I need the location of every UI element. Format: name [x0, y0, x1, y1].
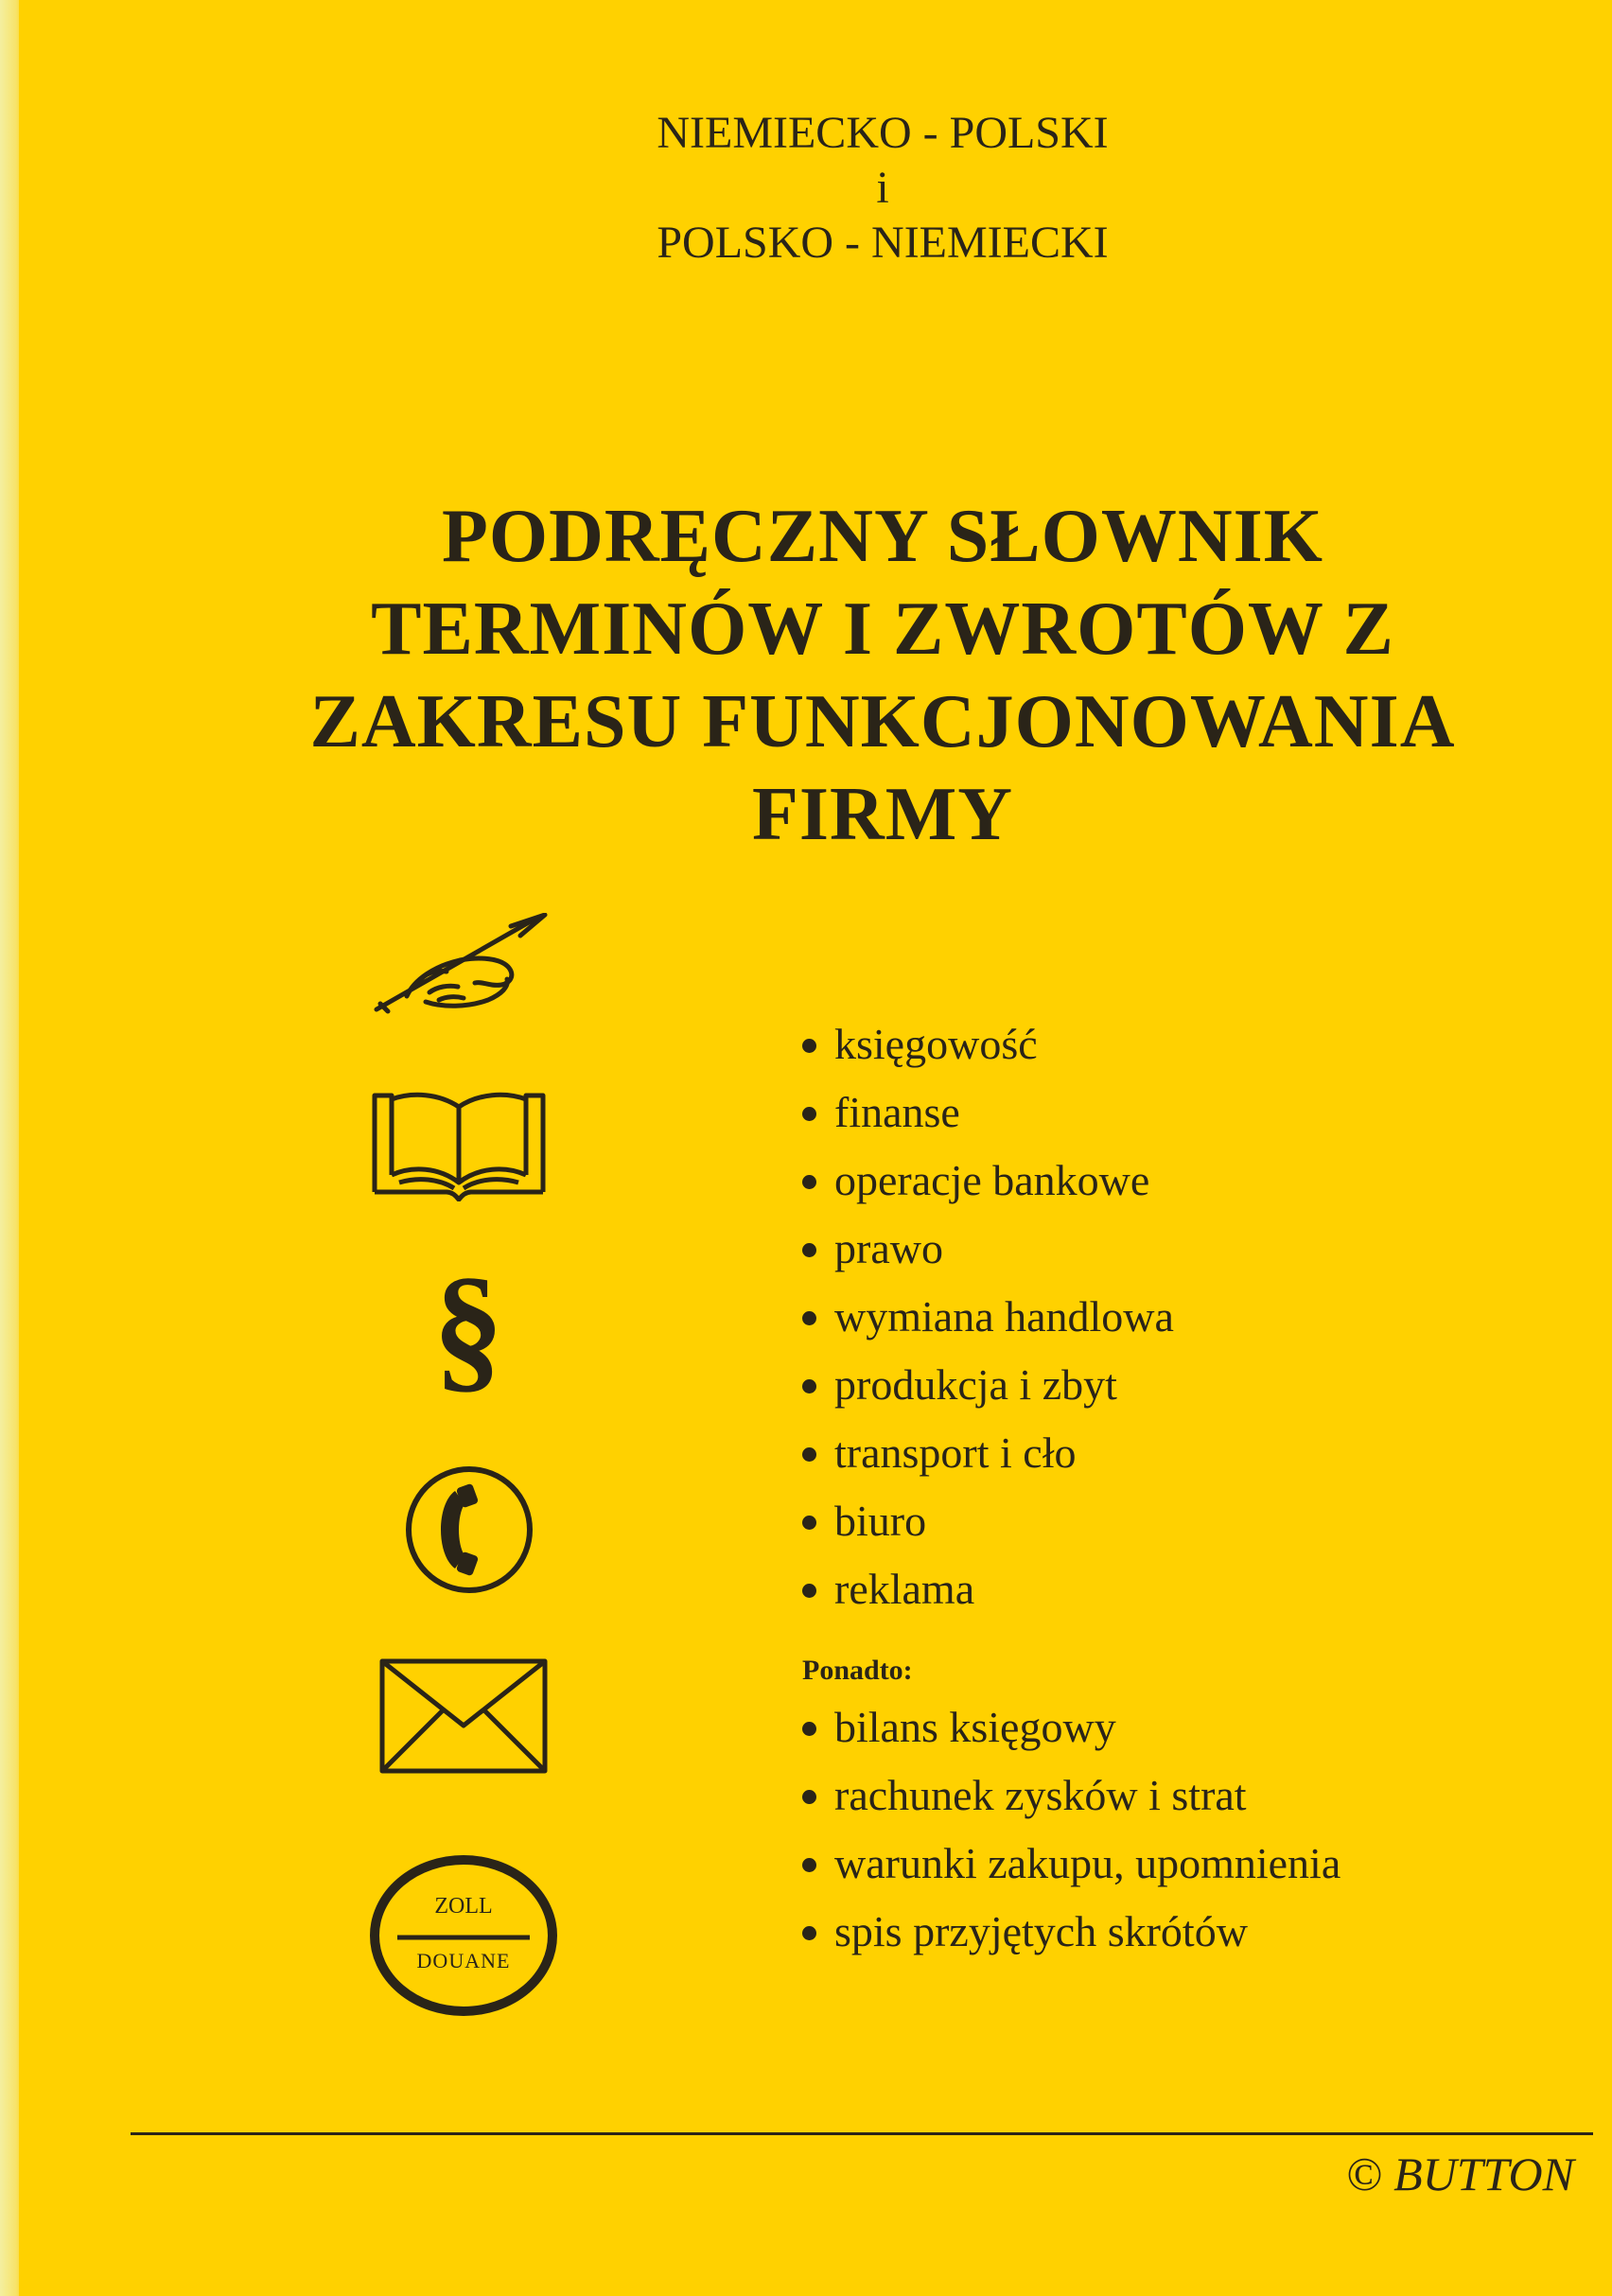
topic-item: transport i cło [802, 1419, 1578, 1487]
extra-item: rachunek zysków i strat [802, 1761, 1578, 1830]
topic-item: reklama [802, 1555, 1578, 1623]
extra-item: bilans księgowy [802, 1693, 1578, 1761]
extra-item: spis przyjętych skrótów [802, 1898, 1578, 1966]
topic-item: operacje bankowe [802, 1147, 1578, 1215]
section-sign-icon: § [432, 1249, 504, 1406]
book-title [19, 490, 1612, 861]
topic-list [802, 1010, 1578, 1966]
bullet-icon [802, 1039, 816, 1053]
title-line-1: PODRĘCZNY SŁOWNIK [442, 495, 1323, 578]
bullet-icon [802, 1311, 816, 1325]
book-cover [19, 0, 1612, 2296]
writing-hand-icon [369, 913, 549, 1017]
bullet-icon [802, 1107, 816, 1121]
topic-item: produkcja i zbyt [802, 1351, 1578, 1419]
bullet-icon [802, 1790, 816, 1804]
extras-heading: Ponadto: [802, 1655, 913, 1686]
customs-seal-bottom-text: DOUANE [416, 1949, 511, 1972]
title-line-2: TERMINÓW I ZWROTÓW Z [371, 587, 1394, 671]
topic-item: finanse [802, 1078, 1578, 1147]
open-book-icon [371, 1088, 547, 1201]
publisher-name: © BUTTON [1345, 2147, 1574, 2200]
bullet-icon [802, 1926, 816, 1940]
topic-item: wymiana handlowa [802, 1283, 1578, 1351]
language-line-2: i [876, 163, 889, 213]
title-line-4: FIRMY [751, 773, 1014, 856]
envelope-icon [378, 1657, 549, 1775]
topic-item: prawo [802, 1215, 1578, 1283]
bullet-icon [802, 1447, 816, 1462]
title-line-3: ZAKRESU FUNKCJONOWANIA [309, 680, 1456, 763]
customs-seal-icon [367, 1854, 560, 2017]
bullet-icon [802, 1858, 816, 1872]
bullet-icon [802, 1175, 816, 1189]
bullet-icon [802, 1243, 816, 1257]
language-line-3: POLSKO - NIEMIECKI [657, 218, 1109, 268]
extra-item: warunki zakupu, upomnienia [802, 1830, 1578, 1898]
bullet-icon [802, 1516, 816, 1530]
bullet-icon [802, 1722, 816, 1736]
bullet-icon [802, 1379, 816, 1393]
language-line-1: NIEMIECKO - POLSKI [657, 108, 1109, 158]
telephone-icon [402, 1463, 536, 1597]
customs-seal-top-text: ZOLL [434, 1894, 493, 1919]
language-pair [19, 106, 1612, 271]
divider [131, 2132, 1593, 2135]
topic-item: księgowość [802, 1010, 1578, 1078]
bullet-icon [802, 1584, 816, 1598]
topic-item: biuro [802, 1487, 1578, 1555]
